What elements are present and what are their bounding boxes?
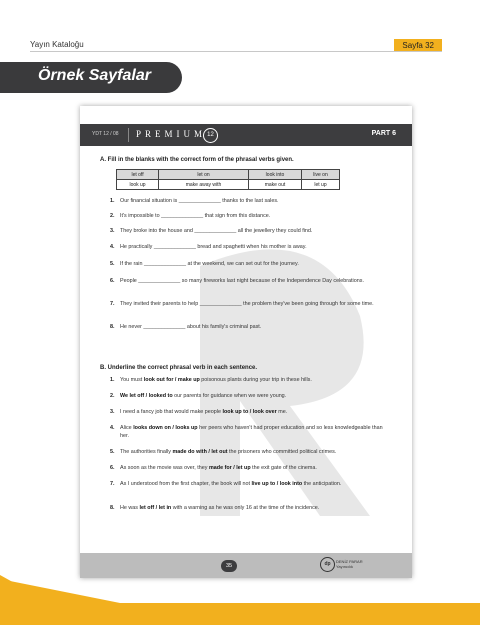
publisher-name: DENİZ PARAR Yayıncılık (336, 559, 363, 569)
table-cell: look up (117, 180, 159, 190)
page-number: 35 (221, 560, 237, 572)
question-text: We let off / looked to our parents for guidance when we were young. (120, 393, 287, 399)
question-number: 8. (110, 505, 115, 511)
question-text: I need a fancy job that would make people look up to / look over me. (120, 409, 288, 415)
table-cell: make away with (159, 180, 249, 190)
question-number: 4. (110, 244, 115, 250)
verb-options: made do with / let out (172, 449, 228, 455)
question-number: 2. (110, 393, 115, 399)
question-text: If the rain ______________ at the weekend, we can set out for the journey. (120, 261, 299, 267)
banner-title: Örnek Sayfalar (38, 67, 151, 84)
section-banner (0, 62, 182, 93)
question-number: 2. (110, 213, 115, 219)
brand-name: PREMIUM (136, 129, 207, 139)
question-text: It's impossible to ______________ that sign from this distance. (120, 213, 271, 219)
question-text: You must look out for / make up poisonous plants during your trip in these hills. (120, 377, 312, 383)
sample-page (80, 106, 412, 578)
question-number: 4. (110, 425, 115, 431)
question-text: They broke into the house and ______________ all the jewellery they could find. (120, 228, 313, 234)
section-a-title: A. Fill in the blanks with the correct form of the phrasal verbs given. (100, 157, 294, 163)
question-text: He never ______________ about his family's criminal past. (120, 324, 262, 330)
question-number: 7. (110, 481, 115, 487)
question-number: 8. (110, 324, 115, 330)
publisher-logo: dp (320, 557, 335, 572)
page-footer (80, 553, 412, 578)
phrasal-verb-table (116, 169, 340, 190)
catalog-label: Yayın Kataloğu (30, 40, 84, 49)
table-cell: let off (117, 170, 159, 180)
question-number: 5. (110, 449, 115, 455)
question-text: The authorities finally made do with / let out the prisoners who committed political crimes. (120, 449, 337, 455)
verb-options: looks down on / looks up (133, 425, 198, 431)
question-text: People ______________ so many fireworks last night because of the Independence Day celebrations. (120, 278, 364, 284)
part-label: PART 6 (371, 130, 396, 137)
verb-options: We let off / looked to (120, 393, 173, 399)
section-b-title: B. Underline the correct phrasal verb in each sentence. (100, 365, 258, 371)
table-cell: live on (302, 170, 340, 180)
table-cell: make out (248, 180, 301, 190)
question-number: 6. (110, 278, 115, 284)
question-text: They invited their parents to help ______________ the problem they've been going through for some time. (120, 301, 374, 307)
header-divider (30, 51, 442, 52)
verb-options: look up to / look over (222, 409, 277, 415)
question-number: 7. (110, 301, 115, 307)
question-text: Our financial situation is ______________ thanks to the last sales. (120, 198, 279, 204)
book-code: YDT 12 / 08 (92, 131, 119, 137)
question-number: 6. (110, 465, 115, 471)
table-cell: let up (302, 180, 340, 190)
table-cell: look into (248, 170, 301, 180)
question-text: As soon as the movie was over, they made for / let up the exit gate of the cinema. (120, 465, 317, 471)
question-number: 3. (110, 228, 115, 234)
page-indicator: Sayfa 32 (394, 39, 442, 52)
question-text: He was let off / let in with a warning as he was only 16 at the time of the incidence. (120, 505, 320, 511)
question-number: 5. (110, 261, 115, 267)
verb-options: let off / let in (139, 505, 172, 511)
verb-options: live up to / look into (251, 481, 303, 487)
question-text: As I understood from the first chapter, the book will not live up to / look into the anticipation. (120, 481, 342, 487)
level-badge: 12 (203, 128, 218, 143)
table-cell: let on (159, 170, 249, 180)
question-text: Alice looks down on / looks up her peers who haven't had proper education and so less knowledgeable than her. (120, 425, 383, 439)
question-text: He practically ______________ bread and spaghetti when his mother is away. (120, 244, 307, 250)
question-number: 1. (110, 377, 115, 383)
verb-options: look out for / make up (143, 377, 200, 383)
question-number: 3. (110, 409, 115, 415)
verb-options: made for / let up (209, 465, 251, 471)
page-content (80, 106, 412, 578)
question-number: 1. (110, 198, 115, 204)
